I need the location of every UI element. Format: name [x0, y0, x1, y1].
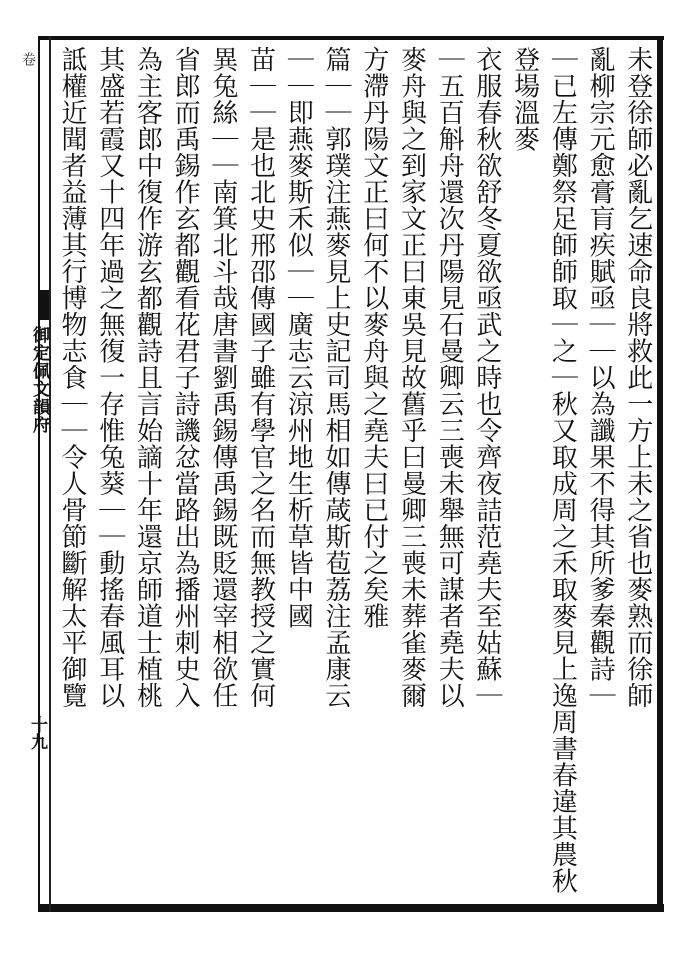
margin-page-number: 十九	[27, 716, 47, 750]
top-border	[38, 36, 664, 40]
text-column: ｜已左傳鄭祭足師師取｜之｜秋又取成周之禾取麥見上逸周書春違其農秋	[547, 46, 578, 894]
text-column: 詆權近聞者益薄其行博物志食｜｜令人骨節斷解太平御覽	[57, 46, 87, 709]
margin-book-title: 御定佩文韻府	[29, 326, 49, 434]
right-border	[657, 36, 663, 912]
text-column: 衣服春秋欲舒冬夏欲亟武之時也令齊夜詰范堯夫至姑蘇｜	[471, 46, 502, 709]
text-column: 其盛若霞又十四年過之無復一存惟兔葵｜｜動搖春風耳以	[94, 46, 125, 709]
text-column: 方滯丹陽文正曰何不以麥舟與之堯夫曰已付之矣雅	[358, 46, 389, 629]
text-column: 省郎而禹錫作玄都觀看花君子詩譏忿當路出為播州刺史入	[170, 46, 201, 709]
text-column: 為主客郎中復作游玄都觀詩且言始謫十年還京師道士植桃	[132, 46, 163, 709]
margin-divider	[49, 36, 51, 912]
main-text-block	[55, 46, 655, 898]
text-column: 苗｜｜是也北史邢邵傳國子雖有學官之名而無教授之實何	[245, 46, 276, 709]
text-column: 篇｜｜郭璞注燕麥見上史記司馬相如傳葴斯苞荔注孟康云	[321, 46, 352, 709]
text-column: ｜五百斛舟還次丹陽見石曼卿云三喪未舉無可謀者堯夫以	[434, 46, 465, 709]
text-column: ｜｜即燕麥斯禾似｜｜廣志云涼州地生析草皆中國	[283, 46, 314, 629]
text-column: 麥舟與之到家文正曰東吳見故舊乎曰曼卿三喪未葬雀麥爾	[396, 46, 427, 709]
text-column: 未登徐師必亂乞速命良將救此一方上未之省也麥熟而徐師	[622, 46, 653, 709]
left-border	[38, 36, 40, 912]
text-column: 登場溫麥	[509, 46, 540, 152]
text-column: 亂柳宗元愈膏肓疾賦亟｜｜以為讖果不得其所爹秦觀詩｜	[585, 46, 616, 709]
bottom-border	[38, 904, 664, 912]
fish-tail-mark	[40, 290, 49, 320]
text-column: 異兔絲｜｜南箕北斗哉唐書劉禹錫傳禹錫既貶還宰相欲任	[207, 46, 238, 709]
margin-mark: 卷	[20, 52, 36, 66]
